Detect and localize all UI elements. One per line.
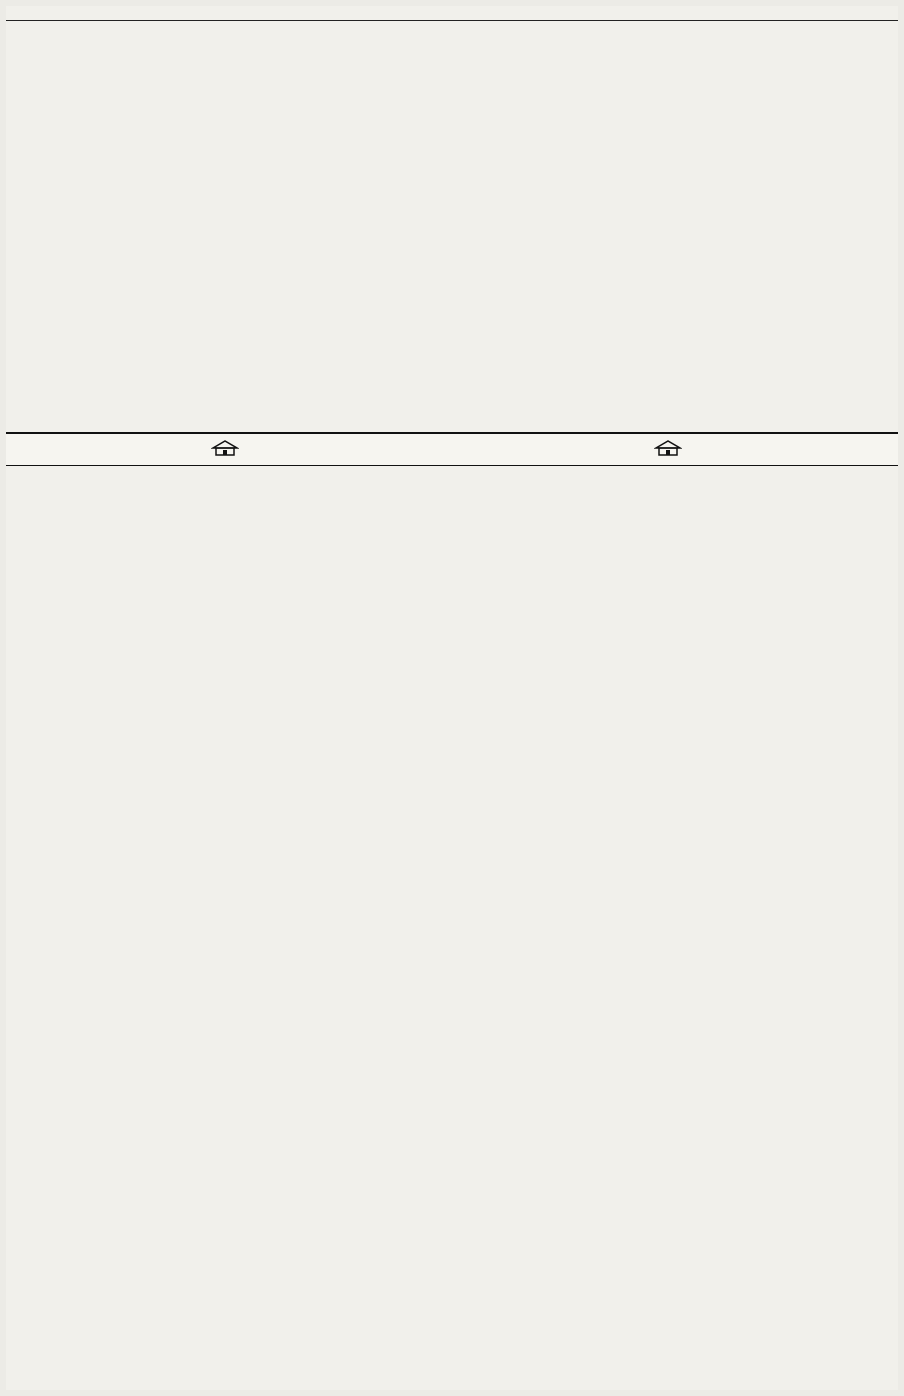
house-icon	[654, 440, 682, 456]
newspaper-page	[6, 6, 898, 1390]
help-wanted-section	[6, 20, 898, 430]
masthead	[6, 6, 898, 20]
house-icon	[211, 440, 239, 456]
guide-listings	[6, 468, 898, 1390]
home-service-guide-banner	[6, 432, 898, 466]
